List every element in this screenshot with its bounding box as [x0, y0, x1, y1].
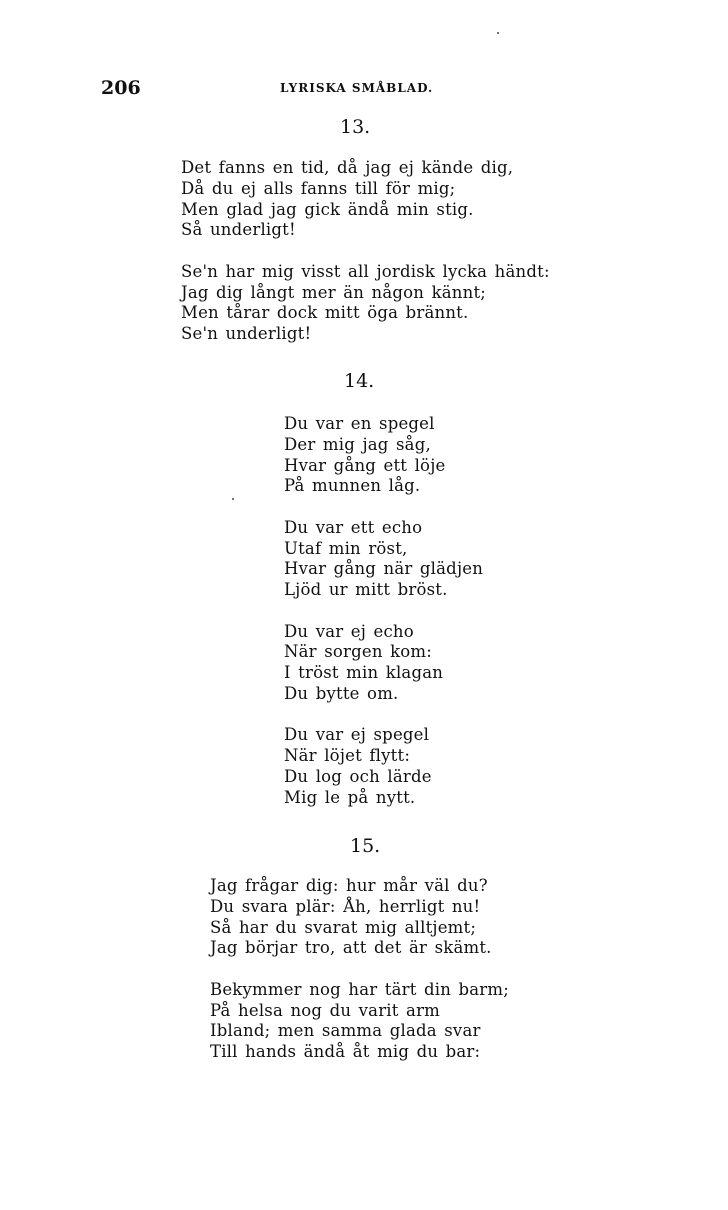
verse-line: Jag dig långt mer än någon kännt; — [181, 282, 487, 302]
verse-line: När löjet flytt: — [284, 746, 411, 766]
poem-15 — [210, 876, 509, 1084]
poem-15-number: 15. — [350, 835, 381, 857]
verse-line: När sorgen kom: — [284, 642, 433, 662]
verse-line: Du svara plär: Åh, herrligt nu! — [210, 896, 481, 916]
page-number: 206 — [101, 77, 141, 99]
verse-line: Du var ej spegel — [284, 725, 430, 745]
verse-line: Till hands ändå åt mig du bar: — [210, 1042, 481, 1062]
verse-line: Hvar gång när glädjen — [284, 559, 484, 579]
verse-line: Ibland; men samma glada svar — [210, 1021, 481, 1041]
verse-line: Du var ej echo — [284, 621, 414, 641]
verse-line: I tröst min klagan — [284, 663, 444, 683]
poem-14-stanza-3 — [284, 622, 483, 705]
scan-speck — [232, 498, 234, 500]
verse-line: Jag börjar tro, att det är skämt. — [210, 938, 492, 958]
verse-line: Ljöd ur mitt bröst. — [284, 580, 448, 600]
verse-line: Det fanns en tid, då jag ej kände dig, — [181, 158, 514, 177]
poem-14-stanza-2 — [284, 518, 483, 601]
verse-line: Så har du svarat mig alltjemt; — [210, 917, 477, 937]
running-title: LYRISKA SMÅBLAD. — [280, 81, 434, 95]
verse-line: Men tårar dock mitt öga brännt. — [181, 303, 469, 323]
verse-line: Så underligt! — [181, 220, 296, 240]
verse-line: Du bytte om. — [284, 683, 399, 703]
poem-13-stanza-1 — [181, 158, 550, 241]
verse-line: Der mig jag såg, — [284, 434, 431, 454]
verse-line: På helsa nog du varit arm — [210, 1000, 441, 1020]
verse-line: Bekymmer nog har tärt din barm; — [210, 979, 509, 999]
poem-13-stanza-2 — [181, 262, 550, 345]
poem-15-stanza-2 — [210, 980, 509, 1063]
verse-line: Du var ett echo — [284, 517, 423, 537]
verse-line: Se'n har mig visst all jordisk lycka händt: — [181, 261, 550, 281]
poem-15-stanza-1 — [210, 876, 509, 959]
verse-line: Se'n underligt! — [181, 324, 312, 344]
verse-line: Då du ej alls fanns till för mig; — [181, 178, 456, 198]
verse-line: På munnen låg. — [284, 476, 421, 496]
poem-13 — [181, 158, 550, 366]
verse-line: Utaf min röst, — [284, 538, 408, 558]
poem-14-stanza-1 — [284, 414, 483, 497]
poem-13-number: 13. — [340, 116, 371, 138]
verse-line: Du var en spegel — [284, 414, 435, 433]
scan-speck — [497, 32, 499, 34]
verse-line: Men glad jag gick ändå min stig. — [181, 199, 474, 219]
poem-14-stanza-4 — [284, 725, 483, 808]
verse-line: Jag frågar dig: hur mår väl du? — [210, 876, 488, 895]
verse-line: Mig le på nytt. — [284, 787, 416, 807]
poem-14 — [284, 414, 483, 829]
poem-14-number: 14. — [344, 370, 375, 392]
verse-line: Du log och lärde — [284, 766, 432, 786]
verse-line: Hvar gång ett löje — [284, 455, 446, 475]
